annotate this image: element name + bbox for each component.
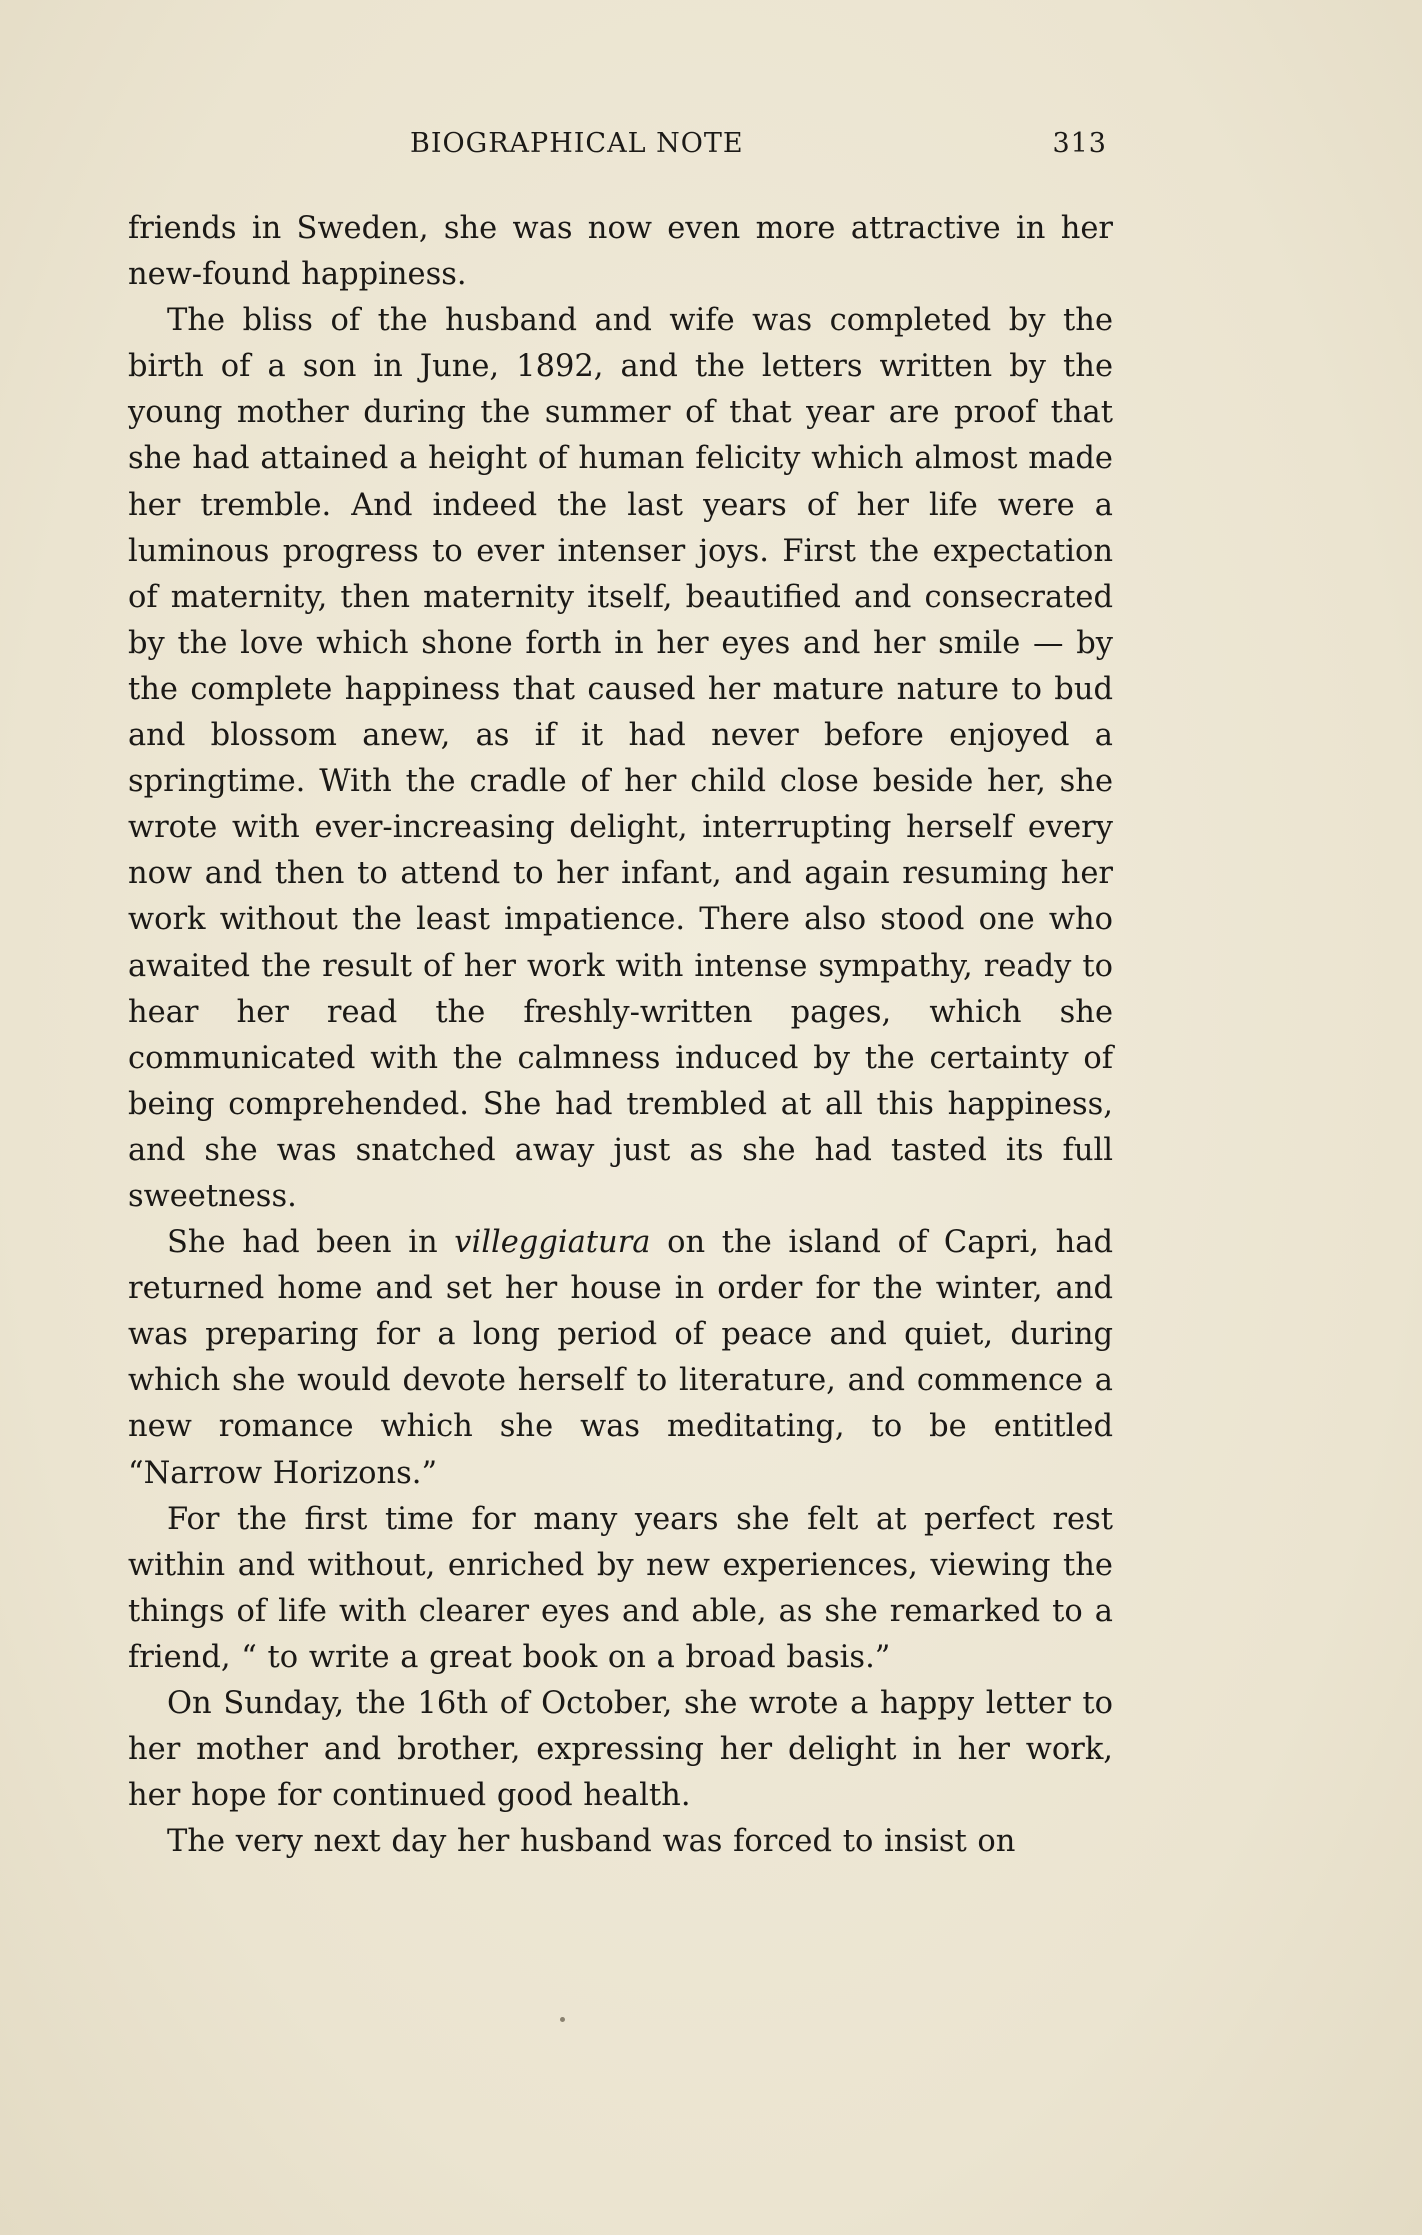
paragraph-rest: For the first time for many years she felt at perfect rest within and without, enriched by new experiences, viewing the things of life with clearer eyes and able, as she remarked to a friend, “ to write a great book on a broad basis.” <box>128 1501 1113 1675</box>
paragraph-bliss: The bliss of the husband and wife was completed by the birth of a son in June, 1892, and the letters written by the young mother during the summer of that year are proof that she had attained a height of human felicity which almost made her tremble. And indeed the last years of her life were a luminous progress to ever intenser joys. First the expectation of maternity, then maternity itself, beautified and consecrated by the love which shone forth in her eyes and her smile — by the complete happiness that caused her mature nature to bud and blossom anew, as if it had never before enjoyed a springtime. With the cradle of her child close beside her, she wrote with ever-increasing delight, interrupting herself every now and then to attend to her infant, and again resuming her work without the least impatience. There also stood one who awaited the result of her work with intense sympathy, ready to hear her read the freshly-written pages, which she communicated with the calmness induced by the certainty of being comprehended. She had trembled at all this happiness, and she was snatched away just as she had tasted its full sweetness. <box>128 303 1113 1214</box>
paragraph-continued: friends in Sweden, she was now even more attractive in her new-found happiness. <box>128 211 1113 293</box>
running-title: BIOGRAPHICAL NOTE <box>410 128 744 159</box>
page-header <box>128 124 1113 168</box>
paragraph-capri-rest: on the island of Capri, had returned home and set her house in order for the winter, and was preparing for a long period of peace and quiet, during which she would devote herself to literature, and commence a new romance which she was meditating, to be entitled “Narrow Horizons.” <box>128 1225 1113 1491</box>
body-text <box>128 206 1113 1865</box>
paragraph-capri-start: She had been in <box>167 1225 455 1261</box>
paragraph-final: The very next day her husband was forced to insist on <box>167 1824 1016 1860</box>
paper-speck <box>560 2017 565 2022</box>
italic-term: villeggiatura <box>454 1225 651 1261</box>
paragraph-capri <box>128 1220 1113 1497</box>
page-number: 313 <box>1052 128 1107 159</box>
paragraph-sunday: On Sunday, the 16th of October, she wrote a happy letter to her mother and brother, expressing her delight in her work, her hope for continued good health. <box>128 1686 1113 1814</box>
